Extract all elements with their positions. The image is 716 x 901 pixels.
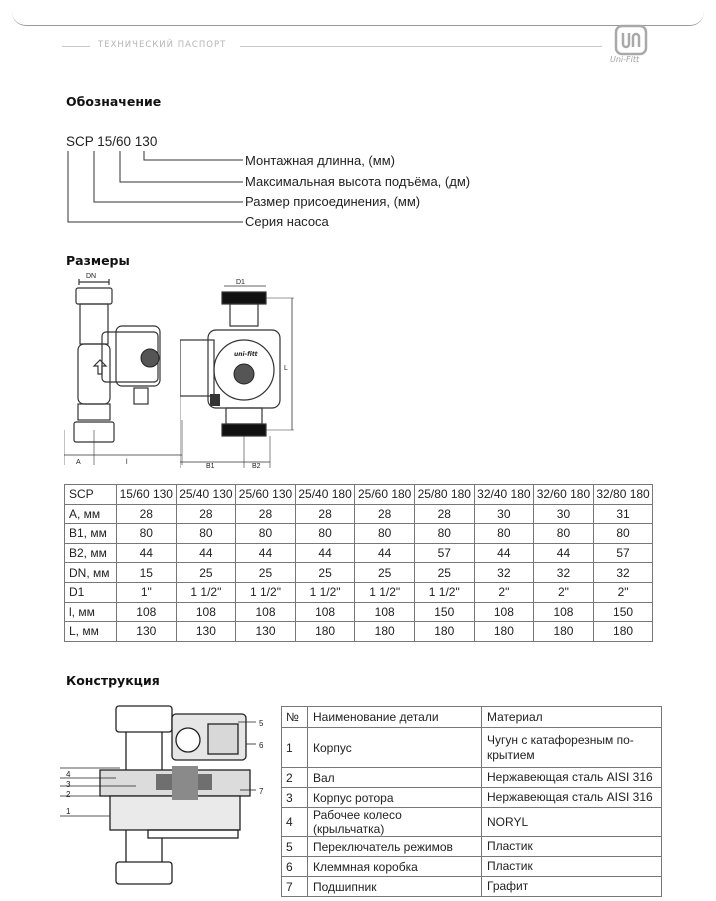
table-cell: 7 — [282, 877, 308, 897]
table-cell: 32 — [474, 563, 534, 583]
table-cell: 44 — [176, 543, 236, 563]
table-row — [65, 524, 653, 544]
b2-label: B2 — [252, 463, 261, 470]
table-cell: 1 — [282, 728, 308, 768]
table-cell: 80 — [355, 524, 415, 544]
table-cell: 28 — [295, 504, 355, 524]
table-header-cell: № — [282, 707, 308, 728]
table-row — [282, 808, 662, 837]
construction-heading: Конструкция — [66, 673, 160, 688]
table-header-cell: 15/60 130 — [117, 485, 177, 505]
table-row — [282, 788, 662, 808]
table-cell: 30 — [534, 504, 594, 524]
table-cell: 25 — [355, 563, 415, 583]
b1-label: B1 — [206, 463, 215, 470]
table-cell: 180 — [355, 622, 415, 642]
dimensions-heading: Размеры — [66, 253, 130, 268]
table-cell: 25 — [236, 563, 296, 583]
table-header-cell: 25/40 180 — [295, 485, 355, 505]
table-cell: L, мм — [65, 622, 117, 642]
table-cell: 28 — [236, 504, 296, 524]
header-rule-left — [62, 46, 90, 47]
table-row — [282, 877, 662, 897]
table-row — [65, 543, 653, 563]
table-header-row — [65, 485, 653, 505]
table-row — [65, 563, 653, 583]
table-cell: 1 1/2" — [414, 582, 474, 602]
table-cell: 130 — [176, 622, 236, 642]
table-cell: 1 1/2" — [176, 582, 236, 602]
table-cell: 44 — [295, 543, 355, 563]
table-header-cell: 25/80 180 — [414, 485, 474, 505]
designation-item-head: Максимальная высота подъёма, (дм) — [245, 174, 471, 189]
table-cell: 150 — [414, 602, 474, 622]
header-title: ТЕХНИЧЕСКИЙ ПАСПОРТ — [98, 40, 227, 50]
table-cell: 80 — [414, 524, 474, 544]
table-cell: 32 — [593, 563, 653, 583]
table-cell: 44 — [236, 543, 296, 563]
table-cell: 150 — [593, 602, 653, 622]
table-cell: 180 — [474, 622, 534, 642]
pump-front-view-drawing — [180, 278, 300, 470]
designation-item-series: Серия насоса — [245, 214, 329, 229]
table-header-cell: 32/40 180 — [474, 485, 534, 505]
callout-4: 4 — [66, 770, 71, 779]
table-cell: 25 — [295, 563, 355, 583]
table-row — [282, 768, 662, 788]
pump-side-view-drawing — [64, 270, 184, 470]
table-cell: Корпус — [308, 728, 482, 768]
table-cell: 57 — [593, 543, 653, 563]
table-cell: 28 — [355, 504, 415, 524]
table-cell: Подшипник — [308, 877, 482, 897]
designation-item-connection: Размер присоединения, (мм) — [245, 194, 421, 209]
table-cell: 80 — [474, 524, 534, 544]
table-cell: 44 — [534, 543, 594, 563]
callout-6: 6 — [259, 741, 264, 750]
table-cell: 44 — [355, 543, 415, 563]
table-cell: 15 — [117, 563, 177, 583]
table-cell: B2, мм — [65, 543, 117, 563]
table-cell: 1 1/2" — [295, 582, 355, 602]
callout-5: 5 — [259, 719, 264, 728]
model-code: SCP 15/60 130 — [66, 134, 158, 149]
dn-label: DN — [86, 273, 97, 280]
table-row — [65, 622, 653, 642]
pump-brand-label: uni-fitt — [234, 351, 258, 358]
table-row — [65, 504, 653, 524]
table-cell: 180 — [593, 622, 653, 642]
table-cell: 180 — [295, 622, 355, 642]
callout-3: 3 — [66, 780, 71, 789]
table-cell: 130 — [236, 622, 296, 642]
table-cell: DN, мм — [65, 563, 117, 583]
table-cell: Нержавеющая сталь AISI 316 — [482, 788, 662, 808]
table-cell: 80 — [236, 524, 296, 544]
table-cell: 108 — [355, 602, 415, 622]
table-cell: Пластик — [482, 857, 662, 877]
table-header-cell: 25/60 180 — [355, 485, 415, 505]
d1-label: D1 — [236, 279, 245, 286]
table-cell: Чугун с катафорезным по- крытием — [482, 728, 662, 768]
callout-1: 1 — [66, 807, 71, 816]
table-cell: 44 — [474, 543, 534, 563]
table-cell: Переключатель режимов — [308, 837, 482, 857]
table-header-cell: Материал — [482, 707, 662, 728]
table-cell: 31 — [593, 504, 653, 524]
page-top-border — [12, 0, 704, 26]
table-header-cell: 32/60 180 — [534, 485, 594, 505]
table-cell: A, мм — [65, 504, 117, 524]
table-cell: Пластик — [482, 837, 662, 857]
table-cell: 130 — [117, 622, 177, 642]
table-cell: 2" — [593, 582, 653, 602]
table-cell: 25 — [414, 563, 474, 583]
brand-name: Uni-Fitt — [610, 55, 640, 64]
callout-2: 2 — [66, 790, 71, 799]
table-cell: 108 — [117, 602, 177, 622]
table-header-cell: Наименование детали — [308, 707, 482, 728]
dimensions-table — [64, 484, 653, 642]
table-cell: Корпус ротора — [308, 788, 482, 808]
table-cell: 28 — [117, 504, 177, 524]
table-cell: 5 — [282, 837, 308, 857]
designation-heading: Обозначение — [66, 94, 162, 109]
table-header-cell: 25/60 130 — [236, 485, 296, 505]
callout-7: 7 — [259, 787, 264, 796]
table-cell: 108 — [295, 602, 355, 622]
table-row — [282, 857, 662, 877]
l-small-label: l — [126, 459, 128, 466]
table-header-row — [282, 707, 662, 728]
parts-table — [281, 706, 662, 897]
table-cell: 4 — [282, 808, 308, 837]
table-cell: 25 — [176, 563, 236, 583]
table-cell: 30 — [474, 504, 534, 524]
a-label: A — [76, 459, 81, 466]
table-cell: 80 — [176, 524, 236, 544]
table-header-cell: SCP — [65, 485, 117, 505]
table-cell: 32 — [534, 563, 594, 583]
table-cell: Рабочее колесо (крыльчатка) — [308, 808, 482, 837]
table-cell: 180 — [534, 622, 594, 642]
designation-item-length: Монтажная длинна, (мм) — [245, 153, 395, 168]
table-cell: D1 — [65, 582, 117, 602]
table-cell: 2 — [282, 768, 308, 788]
table-cell: Вал — [308, 768, 482, 788]
table-row — [65, 602, 653, 622]
table-cell: 6 — [282, 857, 308, 877]
table-cell: 1 1/2" — [236, 582, 296, 602]
designation-brackets — [60, 148, 250, 238]
table-cell: 28 — [176, 504, 236, 524]
l-big-label: L — [284, 365, 288, 372]
table-cell: 108 — [236, 602, 296, 622]
table-cell: 3 — [282, 788, 308, 808]
table-cell: 1" — [117, 582, 177, 602]
table-cell: 108 — [474, 602, 534, 622]
table-cell: l, мм — [65, 602, 117, 622]
table-cell: 1 1/2" — [355, 582, 415, 602]
table-row — [65, 582, 653, 602]
table-row — [282, 837, 662, 857]
table-cell: Нержавеющая сталь AISI 316 — [482, 768, 662, 788]
table-cell: 108 — [534, 602, 594, 622]
table-cell: 108 — [176, 602, 236, 622]
table-cell: 2" — [534, 582, 594, 602]
table-cell: 44 — [117, 543, 177, 563]
table-row — [282, 728, 662, 768]
table-header-cell: 32/80 180 — [593, 485, 653, 505]
table-header-cell: 25/40 130 — [176, 485, 236, 505]
table-cell: 57 — [414, 543, 474, 563]
table-cell: 80 — [534, 524, 594, 544]
table-cell: 80 — [295, 524, 355, 544]
table-cell: 80 — [593, 524, 653, 544]
table-cell: Графит — [482, 877, 662, 897]
table-cell: B1, мм — [65, 524, 117, 544]
table-cell: Клеммная коробка — [308, 857, 482, 877]
table-cell: 180 — [414, 622, 474, 642]
table-cell: 2" — [474, 582, 534, 602]
header-rule-right — [240, 46, 602, 47]
pump-cross-section-drawing — [60, 700, 275, 890]
table-cell: 28 — [414, 504, 474, 524]
table-cell: 80 — [117, 524, 177, 544]
table-cell: NORYL — [482, 808, 662, 837]
